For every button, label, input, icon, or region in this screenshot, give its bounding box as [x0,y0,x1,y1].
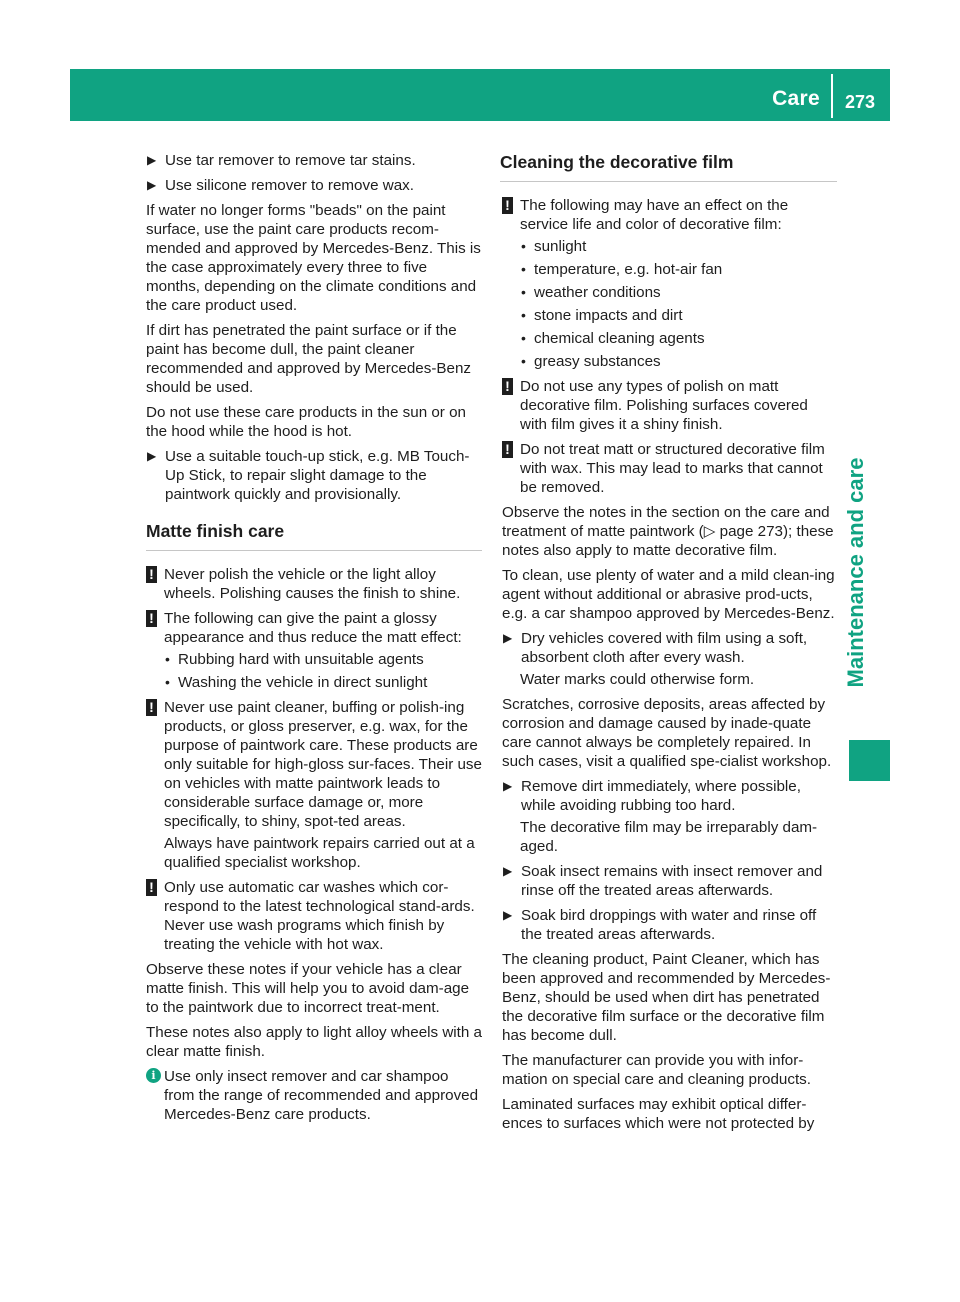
paragraph: To clean, use plenty of water and a mild clean-ing agent without additional or abrasive prod-ucts, e.g. a car shampoo approved by Mercedes-Benz. [502,567,835,622]
instruction-step: ▶ Use tar remover to remove tar stains. [147,152,416,169]
warning-icon: ! [502,441,513,458]
step-note: The decorative film may be irreparably dam-aged. [520,819,818,855]
info-icon: i [146,1068,161,1083]
warning-icon: ! [502,197,513,214]
bullet-icon: • [521,330,526,346]
warning-icon: ! [146,879,157,896]
bullet-icon: • [165,674,170,690]
paragraph: The cleaning product, Paint Cleaner, which has been approved and recommended by Mercedes-Benz, should be used when dirt has penetrated the decorative film surface or the decorative film has become dull. [502,951,831,1044]
bullet-icon: • [521,353,526,369]
paragraph: Observe the notes in the section on the care and treatment of matte paintwork (▷ page 273); these notes also apply to matte decorative film. [502,504,834,559]
heading-rule [146,550,482,551]
warning-icon: ! [146,699,157,716]
step-note: Water marks could otherwise form. [520,671,755,688]
arrow-right-icon: ▶ [503,864,513,878]
paragraph: Laminated surfaces may exhibit optical differ-ences to surfaces which were not protected by [502,1096,815,1132]
warning-note: ! Never use paint cleaner, buffing or polish-ing products, or gloss preserver, e.g. wax, for the purpose of paintwork care. These products are only suitable for high-gloss sur-faces. Their use on vehicles with matte paintwork leads to considerable surface damage or, more specifically, to shiny, spot-ted areas. [146,698,482,831]
paragraph: Scratches, corrosive deposits, areas affected by corrosion and damage caused by inade-quate care cannot always be completely repaired. In such cases, visit a qualified spe-cialist workshop. [502,696,832,770]
bullet-icon: • [165,651,170,667]
header-divider [831,74,833,118]
list-item: • sunlight [521,238,587,255]
warning-icon: ! [146,566,157,583]
header-bar [70,69,890,121]
right-column [502,151,837,1139]
list-item: • chemical cleaning agents [521,330,705,347]
warning-note-extra: Always have paintwork repairs carried out at a qualified specialist workshop. [164,835,475,871]
section-heading-block [146,520,482,551]
arrow-right-icon: ▶ [503,908,513,922]
warning-note: ! Only use automatic car washes which cor-respond to the latest technological stand-ards. Never use wash programs which finish by treating the vehicle with hot wax. [146,878,482,954]
warning-note: ! Never polish the vehicle or the light alloy wheels. Polishing causes the finish to shine. [146,565,482,603]
info-note: i Use only insect remover and car shampoo from the range of recommended and approved Mercedes-Benz care products. [146,1067,482,1124]
side-tab[interactable] [836,450,876,695]
heading-rule [500,181,837,182]
warning-note: ! Do not treat matt or structured decorative film with wax. This may lead to marks that cannot be removed. [502,440,837,497]
bullet-icon: • [521,238,526,254]
paragraph: The manufacturer can provide you with infor-mation on special care and cleaning products. [502,1052,812,1088]
arrow-right-icon: ▶ [147,449,157,463]
warning-icon: ! [502,378,513,395]
paragraph: If water no longer forms "beads" on the paint surface, use the paint care products recom-mended and approved by Mercedes-Benz. This is the case approximately every three to five months, depending on the climate conditions and the care product used. [146,202,481,314]
instruction-step: ▶ Soak bird droppings with water and rinse off the treated areas afterwards. [503,907,817,943]
bullet-icon: • [521,261,526,277]
paragraph: These notes also apply to light alloy wheels with a clear matte finish. [146,1024,483,1060]
list-item: • weather conditions [521,284,661,301]
instruction-step: ▶ Soak insect remains with insect remover and rinse off the treated areas afterwards. [503,863,823,899]
warning-icon: ! [146,610,157,627]
list-item: • Rubbing hard with unsuitable agents [165,651,424,668]
page-number: 273 [845,92,876,112]
instruction-step: ▶ Use silicone remover to remove wax. [147,177,414,194]
list-item: • temperature, e.g. hot-air fan [521,261,723,278]
instruction-step: ▶ Remove dirt immediately, where possible, while avoiding rubbing too hard. [503,778,801,814]
section-title: Care [772,87,820,110]
list-item: • greasy substances [521,353,661,370]
arrow-right-icon: ▶ [147,153,157,167]
bullet-list [502,237,837,371]
arrow-right-icon: ▶ [503,779,513,793]
bullet-icon: • [521,307,526,323]
paragraph: Observe these notes if your vehicle has a clear matte finish. This will help you to avoid dam-age to the paintwork due to incorrect treat-ment. [146,961,470,1016]
paragraph: Do not use these care products in the sun or on the hood while the hood is hot. [146,404,466,440]
left-column [146,151,482,1130]
section-heading: Matte finish care [146,521,285,541]
list-item: • stone impacts and dirt [521,307,683,324]
side-tab-marker [849,740,890,781]
section-heading: Cleaning the decorative film [500,152,734,172]
warning-note: ! Do not use any types of polish on matt decorative film. Polishing surfaces covered with film gives it a shiny finish. [502,377,837,434]
instruction-step: ▶ Dry vehicles covered with film using a soft, absorbent cloth after every wash. [503,630,808,666]
bullet-list [146,650,482,692]
instruction-step: ▶ Use a suitable touch-up stick, e.g. MB Touch-Up Stick, to repair slight damage to the paintwork quickly and provisionally. [147,448,470,503]
section-heading-block [500,151,837,182]
paragraph: If dirt has penetrated the paint surface or if the paint has become dull, the paint cleaner recommended and approved by Mercedes-Benz should be used. [146,322,472,396]
warning-note: ! The following can give the paint a glossy appearance and thus reduce the matt effect: [146,609,482,647]
warning-note: ! The following may have an effect on the service life and color of decorative film: [502,196,837,234]
bullet-icon: • [521,284,526,300]
side-tab-label: Maintenance and care [843,457,868,688]
arrow-right-icon: ▶ [503,631,513,645]
list-item: • Washing the vehicle in direct sunlight [165,674,428,691]
arrow-right-icon: ▶ [147,178,157,192]
